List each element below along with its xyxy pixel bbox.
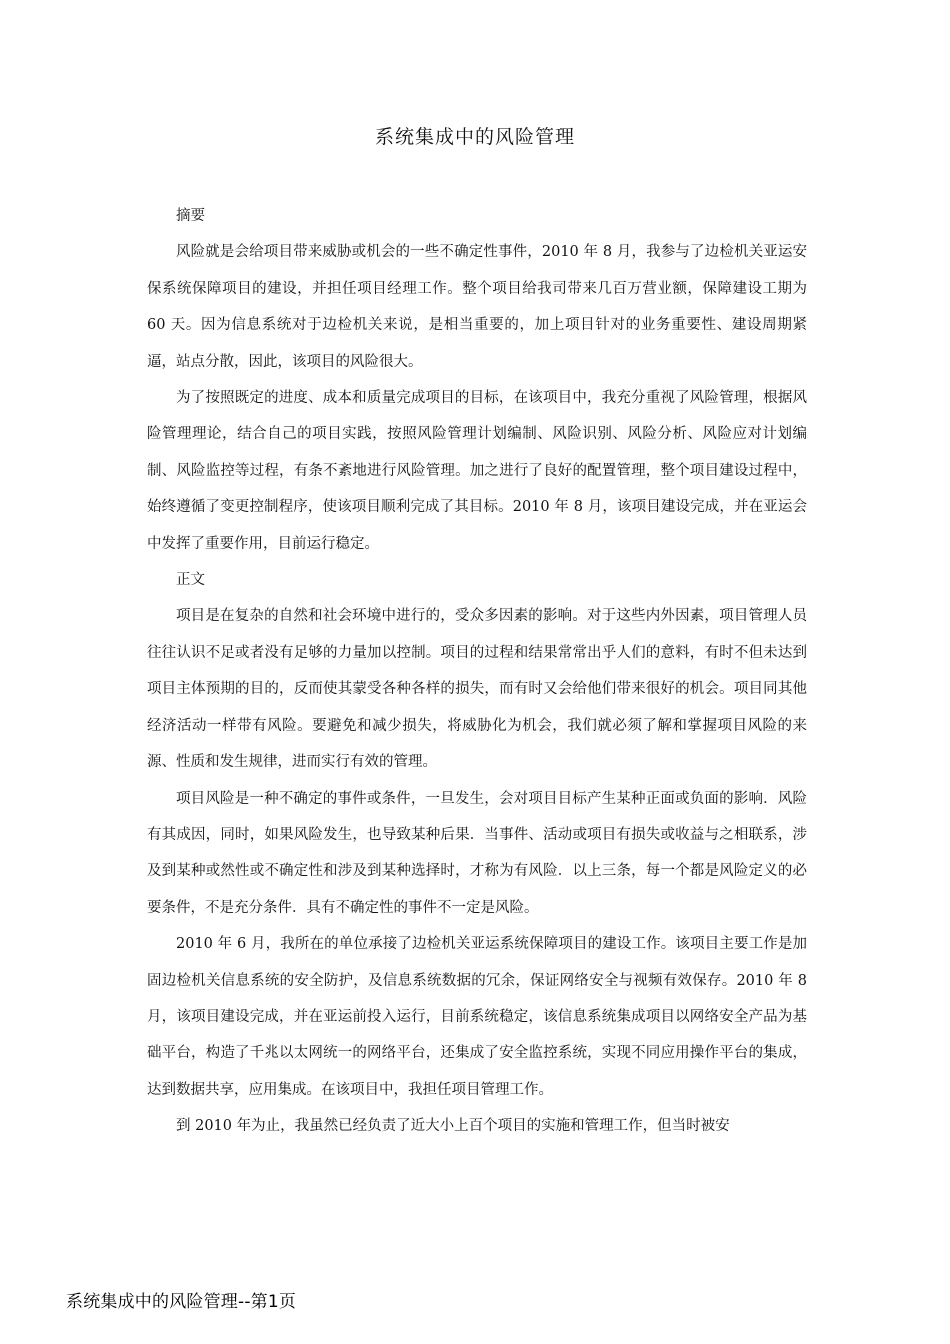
paragraph: 2010 年 6 月，我所在的单位承接了边检机关亚运系统保障项目的建设工作。该项目主要工作是加固边检机关信息系统的安全防护，及信息系统数据的冗余，保证网络安全与视频有效保存。2010 年 8 月，该项目建设完成，并在亚运前投入运行，目前系统稳定，该信息系统集成项目以网络安全产品为基础平台，构造了千兆以太网统一的网络平台，还集成了安全监控系统，实现不同应用操作平台的集成，达到数据共享，应用集成。在该项目中，我担任项目管理工作。 [147, 936, 807, 1098]
document-body [147, 198, 807, 1145]
paragraph: 为了按照既定的进度、成本和质量完成项目的目标，在该项目中，我充分重视了风险管理，根据风险管理理论，结合自己的项目实践，按照风险管理计划编制、风险识别、风险分析、风险应对计划编制、风险监控等过程，有条不紊地进行风险管理。加之进行了良好的配置管理，整个项目建设过程中，始终遵循了变更控制程序，使该项目顺利完成了其目标。2010 年 8 月，该项目建设完成，并在亚运会中发挥了重要作用，目前运行稳定。 [147, 390, 807, 552]
paragraph: 到 2010 年为止，我虽然已经负责了近大小上百个项目的实施和管理工作，但当时被安 [176, 1118, 730, 1135]
section-heading-body: 正文 [176, 572, 205, 589]
document-title: 系统集成中的风险管理 [374, 126, 575, 148]
paragraph: 项目是在复杂的自然和社会环境中进行的，受众多因素的影响。对于这些内外因素，项目管理人员往往认识不足或者没有足够的力量加以控制。项目的过程和结果常常出乎人们的意料，有时不但未达到项目主体预期的目的，反而使其蒙受各种各样的损失，而有时又会给他们带来很好的机会。项目同其他经济活动一样带有风险。要避免和减少损失，将威胁化为机会，我们就必须了解和掌握项目风险的来源、性质和发生规律，进而实行有效的管理。 [147, 608, 807, 771]
page-footer: 系统集成中的风险管理--第1页 [66, 1292, 297, 1312]
paragraph: 项目风险是一种不确定的事件或条件，一旦发生，会对项目目标产生某种正面或负面的影响．风险有其成因，同时，如果风险发生，也导致某种后果．当事件、活动或项目有损失或收益与之相联系，涉及到某种或然性或不确定性和涉及到某种选择时，才称为有风险．以上三条，每一个都是风险定义的必要条件，不是充分条件．具有不确定性的事件不一定是风险。 [147, 790, 807, 916]
section-heading-abstract: 摘要 [176, 208, 205, 224]
paragraph: 风险就是会给项目带来威胁或机会的一些不确定性事件，2010 年 8 月，我参与了边检机关亚运安保系统保障项目的建设，并担任项目经理工作。整个项目给我司带来几百万营业额，保障建设工期为 60 天。因为信息系统对于边检机关来说，是相当重要的，加上项目针对的业务重要性、建设周期紧逼，站点分散，因此，该项目的风险很大。 [147, 244, 807, 370]
